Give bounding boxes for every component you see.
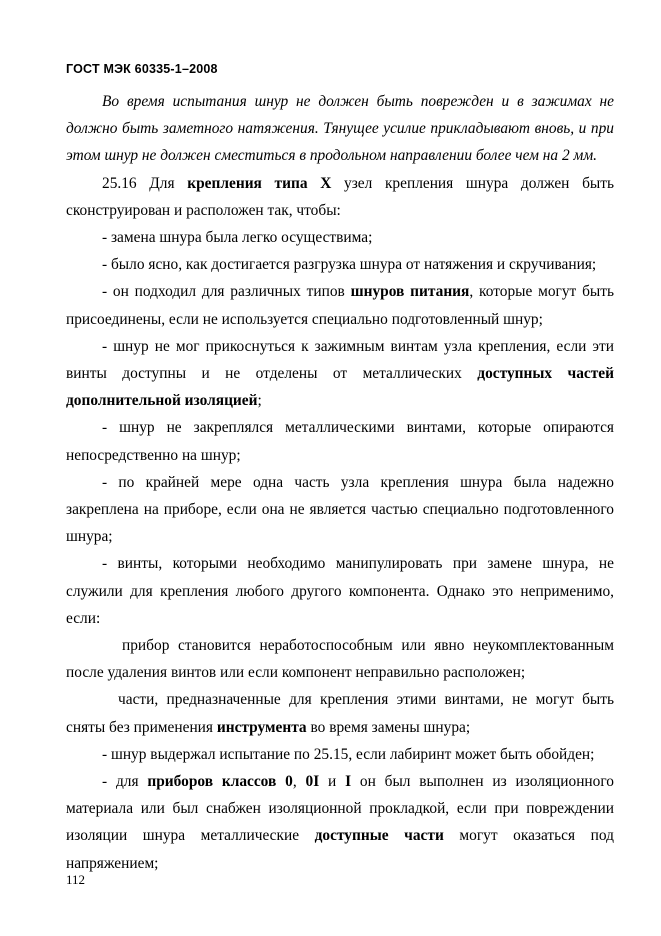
text-run: - шнур выдержал испытание по 25.15, если лабиринт может быть обойден; [102,745,595,763]
text-run: - шнур не закреплялся металлическими винтами, которые опираются непосредственно на шнур; [66,419,614,464]
text-run: , которые могут быть присоединены, если не используется специально подготовленный шнур; [66,283,615,328]
bold-term: I [345,773,352,791]
paragraph [66,278,614,332]
text-run: прибор становится неработоспособным или явно неукомплектованным после удаления винтов или если компонент неправильно расположен; [66,637,614,682]
text-run: - он подходил для различных типов [102,283,351,301]
paragraph [66,414,614,468]
paragraph [66,632,614,686]
paragraph [66,251,614,278]
text-run: могут оказаться под напряжением; [66,827,614,872]
text-run: - винты, которыми необходимо манипулировать при замене шнура, не служили для крепления любого другого компонента. Однако это неприменимо, если: [66,555,614,627]
paragraph [66,741,614,768]
paragraph [66,333,614,415]
text-run: и [319,773,346,791]
text-run: , [292,773,306,791]
paragraph [66,170,614,224]
text-run: - шнур не мог прикоснуться к зажимным винтам узла крепления, если эти винты доступны и не отделены от металлических [66,337,614,383]
bold-term: инструмента [216,718,307,736]
document-body [66,88,614,877]
bold-term: крепления типа X [187,174,332,192]
text-run: Во время испытания шнур не должен быть поврежден и в зажимах не должно быть заметного натяжения. Тянущее усилие прикладывают вновь, и при этом шнур не должен сместиться в продольном направлении более чем на 2 мм. [66,93,614,165]
text-run: 25.16 Для [102,174,188,192]
paragraph [66,88,614,170]
page-number: 112 [66,872,86,887]
bold-term: доступные части [314,827,444,845]
paragraph [66,768,614,877]
bold-term: шнуров питания [350,283,470,301]
text-run: - по крайней мере одна часть узла крепления шнура была надежно закреплена на приборе, если она не является частью специально подготовленного шнура; [66,473,614,546]
page-header: ГОСТ МЭК 60335-1–2008 [66,62,218,76]
paragraph [66,686,614,740]
paragraph [66,469,614,551]
text-run: - было ясно, как достигается разгрузка шнура от натяжения и скручивания; [102,256,597,274]
text-run: он был выполнен из изоляционного материала или был снабжен изоляционной прокладкой, если при повреждении изоляции шнура металлические [66,773,614,845]
text-run: - для [102,773,148,791]
text-run: части, предназначенные для крепления этими винтами, не могут быть сняты без применения [66,691,614,736]
paragraph [66,224,614,251]
paragraph [66,550,614,632]
text-run: ; [257,392,262,410]
text-run: - замена шнура была легко осуществима; [102,229,373,247]
text-run: во время замены шнура; [306,718,471,736]
bold-term: доступных частей дополнительной изоляцией [66,365,615,410]
bold-term: 0I [305,773,320,791]
bold-term: приборов классов 0 [147,773,293,791]
text-run: узел крепления шнура должен быть сконструирован и расположен так, чтобы: [66,174,614,219]
